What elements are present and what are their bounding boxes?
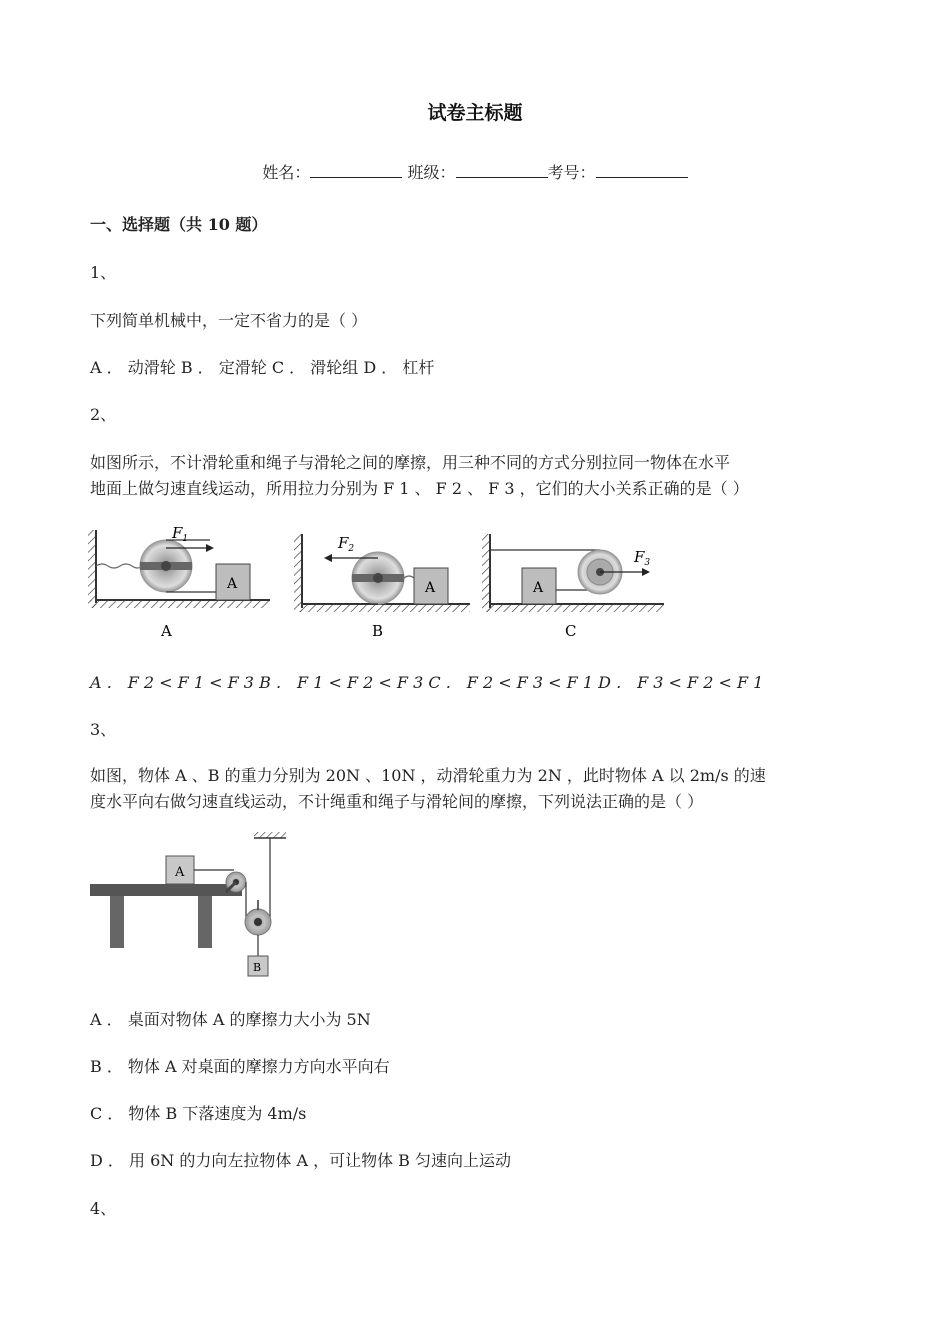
block-a-label-2: A [425,580,436,596]
force-f3-label: $F_3$ [634,548,651,568]
question-4-number: 4、 [90,1199,117,1218]
class-label: 班级： [407,163,456,182]
question-3-option-a: A ． 桌面对物体 A 的摩擦力大小为 5N [90,1010,371,1029]
question-3-text-line2: 度水平向右做匀速直线运动，不计绳重和绳子与滑轮间的摩擦，下列说法正确的是（ ） [90,792,704,811]
question-3-text-line1: 如图，物体 A 、B 的重力分别为 20N 、10N ，动滑轮重力为 2N ，此时物体 A 以 2m/s 的速 [90,766,766,785]
name-blank[interactable] [310,163,402,178]
question-3-option-c: C ． 物体 B 下落速度为 4m/s [90,1104,307,1123]
question-3-option-d: D ． 用 6N 的力向左拉物体 A ，可让物体 B 匀速向上运动 [90,1151,512,1170]
block-b-label: B [253,961,262,974]
figure-c [482,534,664,640]
caption-b: B [372,622,384,640]
caption-a: A [161,622,172,640]
question-2-options: A ． F 2 < F 1 < F 3 B ． F 1 < F 2 < F 3 C ． F 2 < F 3 < F 1 D ． F 3 < F 2 < F 1 [90,673,764,692]
question-3-number: 3、 [90,720,117,739]
name-label: 姓名： [262,163,311,182]
question-2-figure [88,518,678,646]
force-f1-label: $F_1$ [172,524,189,544]
section-title: 一、选择题（共 10 题） [90,215,268,234]
exam-no-blank[interactable] [596,163,688,178]
force-f2-label: $F_2$ [338,534,355,554]
block-a-label-1: A [227,576,238,592]
figure-b [294,534,470,640]
question-2-text-line2: 地面上做匀速直线运动，所用拉力分别为 F 1 、 F 2 、 F 3 ，它们的大小关系正确的是（ ） [90,479,749,498]
page-title: 试卷主标题 [427,102,523,124]
exam-no-label: 考号： [547,163,596,182]
figure-a [88,524,270,640]
block-a-label-3: A [533,580,544,596]
question-3-option-b: B ． 物体 A 对桌面的摩擦力方向水平向右 [90,1057,390,1076]
question-3-figure [90,830,310,982]
class-blank[interactable] [456,163,548,178]
question-2-number: 2、 [90,405,117,424]
question-1-options: A ． 动滑轮 B ． 定滑轮 C ． 滑轮组 D ． 杠杆 [90,358,435,377]
question-1-number: 1、 [90,263,117,282]
question-1-text: 下列简单机械中，一定不省力的是（ ） [90,311,368,330]
caption-c: C [565,622,577,640]
question-2-text-line1: 如图所示，不计滑轮重和绳子与滑轮之间的摩擦，用三种不同的方式分别拉同一物体在水平 [90,453,731,472]
block-a-label: A [175,865,185,880]
student-info-row [0,160,950,183]
